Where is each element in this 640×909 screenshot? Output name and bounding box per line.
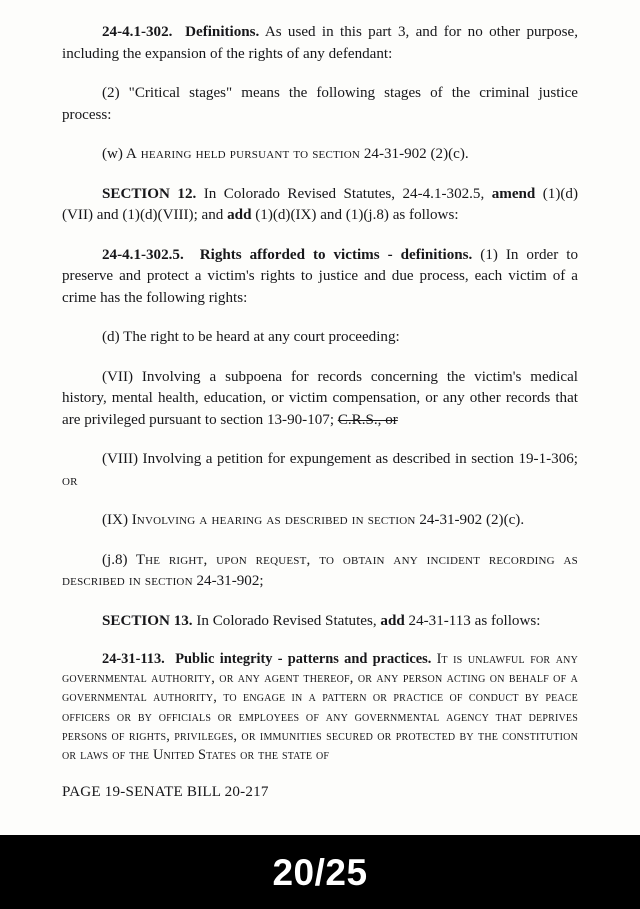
citation-24-31-902-2c: 24-31-902 (2)(c). — [415, 512, 525, 528]
paragraph-subsection-w — [62, 144, 578, 166]
page-counter-label: 20/25 — [272, 851, 368, 893]
smallcaps-lead-u: U — [153, 747, 164, 764]
smallcaps-right-upon-request: he right, upon request, to obtain any incident recording as described in section — [62, 551, 578, 589]
statute-title-rights-afforded: Rights afforded to victims - definitions. — [199, 246, 473, 263]
smallcaps-lead-s: S — [194, 747, 207, 764]
smallcaps-or-the-state-of: or the state of — [236, 747, 330, 764]
marker-w: (w) — [102, 146, 126, 162]
paragraph-public-integrity — [62, 650, 578, 765]
page-footer-label: PAGE 19-SENATE BILL 20-217 — [62, 784, 269, 800]
smallcaps-unlawful-pattern-practice: t is unlawful for any governmental authority, or any agent thereof, or any person acting on behalf of a governmental authority, to engage in a pattern or practice of conduct by peace officers or by officials or employees of any governmental agency that deprives persons of rights, privileges, or immunities secured or protected by the constitution or laws of the — [62, 651, 578, 764]
paragraph-definitions-body: As used in this part 3, and for no other purpose, including the expansion of the rights of any defendant: — [62, 24, 578, 62]
smallcaps-hearing-held-pursuant: hearing held pursuant to section — [136, 146, 361, 162]
section-12-heading: SECTION 12. — [102, 185, 197, 202]
paragraph-clause-viii — [62, 449, 578, 492]
statute-title-public-integrity: Public integrity - patterns and practices. — [175, 651, 432, 667]
keyword-add: add — [227, 207, 252, 223]
clause-vii-body: (VII) Involving a subpoena for records concerning the victim's medical history, mental health, education, or victim compensation, or any other records that are privileged pursuant to section 13-90-107; — [62, 368, 578, 428]
smallcaps-involving-a-hearing: nvolving a hearing as described in section — [136, 512, 416, 528]
statute-number-24-4-1-302-5: 24-4.1-302.5. — [102, 246, 184, 263]
smallcaps-or: or — [62, 472, 78, 489]
smallcaps-lead-i: I — [131, 512, 137, 528]
smallcaps-states: tates — [206, 747, 237, 764]
struck-text-crs-or: C.R.S., or — [337, 411, 398, 428]
paragraph-clause-vii — [62, 367, 578, 432]
statute-number-24-4-1-302: 24-4.1-302. — [102, 24, 173, 40]
page-counter-bar — [0, 835, 640, 909]
section-12-body-a: In Colorado Revised Statutes, 24-4.1-302.5, — [196, 185, 492, 202]
keyword-amend: amend — [491, 185, 536, 202]
paragraph-clause-ix — [62, 510, 578, 532]
statute-number-24-31-113: 24-31-113. — [102, 651, 165, 667]
keyword-add-2: add — [380, 612, 405, 629]
paragraph-definitions — [62, 22, 578, 65]
document-text-column — [62, 22, 578, 765]
smallcaps-lead-t: T — [135, 551, 146, 568]
paragraph-rights-afforded-body: (1) In order to preserve and protect a victim's rights to justice and due process, each victim of a crime has the following rights: — [62, 246, 578, 306]
paragraph-rights-afforded — [62, 245, 578, 310]
statute-title-definitions: Definitions. — [185, 24, 260, 40]
smallcaps-lead-i-2: I — [436, 651, 442, 667]
smallcaps-united: nited — [163, 747, 195, 764]
smallcaps-lead-a: A — [125, 146, 137, 162]
marker-j8: (j.8) — [102, 551, 136, 568]
section-12-body-b: (1)(d)(VII) and (1)(d)(VIII); and — [62, 185, 578, 223]
citation-24-31-902-recording: 24-31-902; — [192, 573, 264, 589]
section-13-body-b: 24-31-113 as follows: — [404, 612, 541, 629]
paragraph-clause-j8 — [62, 550, 578, 593]
paragraph-section-13 — [62, 611, 578, 633]
citation-24-31-902: 24-31-902 (2)(c). — [360, 146, 469, 162]
paragraph-section-12 — [62, 184, 578, 227]
section-13-heading: SECTION 13. — [102, 612, 193, 629]
clause-viii-body: (VIII) Involving a petition for expungement as described in section 19-1-306; — [102, 451, 578, 467]
section-13-body-a: In Colorado Revised Statutes, — [192, 612, 381, 629]
paragraph-critical-stages: (2) "Critical stages" means the following stages of the criminal justice process: — [62, 85, 578, 123]
section-12-body-c: (1)(d)(IX) and (1)(j.8) as follows: — [251, 207, 459, 223]
marker-ix: (IX) — [102, 512, 132, 528]
paragraph-subsection-d: (d) The right to be heard at any court proceeding: — [102, 329, 400, 345]
